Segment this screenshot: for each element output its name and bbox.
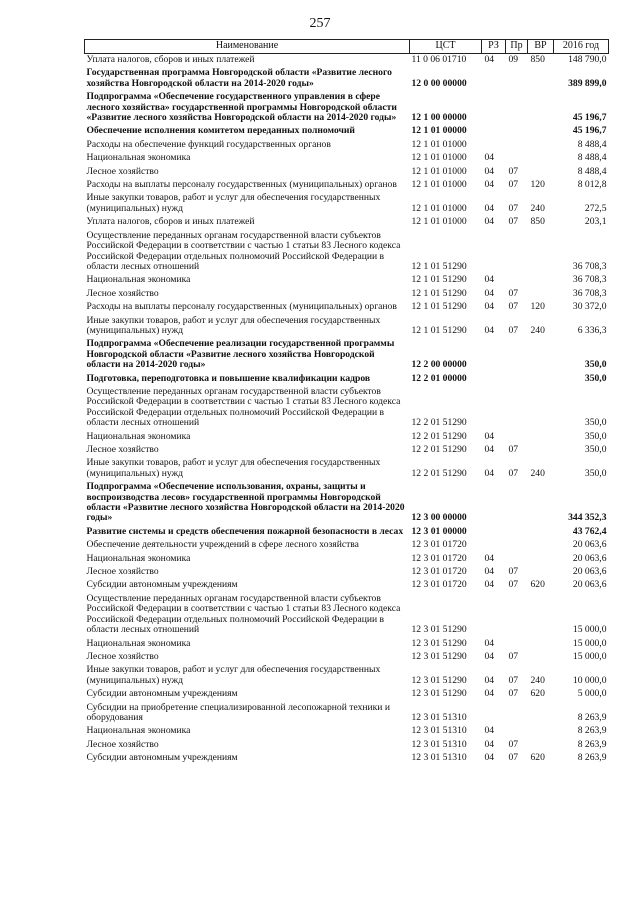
cell-csr: 12 3 01 01720 [411,552,467,564]
table-row [85,579,609,592]
cell-rz: 04 [484,566,495,578]
cell-pr [506,526,528,539]
cell-vr [528,593,554,638]
cell-pr: 07 [508,202,519,214]
cell-vr: 240 [530,467,545,479]
cell-sum: 203,1 [584,216,607,228]
header-csr: ЦСТ [410,40,482,54]
cell-rz: 04 [484,579,495,591]
cell-sum: 344 352,3 [568,512,607,524]
cell-vr: 120 [530,179,545,191]
cell-pr [506,593,528,638]
cell-pr [506,152,528,165]
cell-csr: 12 3 01 51310 [411,711,467,723]
cell-rz: 04 [484,152,495,164]
header-name: Наименование [85,40,410,54]
cell-sum: 20 063,6 [572,579,607,591]
table-row [85,152,609,165]
cell-vr [528,566,554,579]
cell-vr [528,386,554,431]
cell-rz: 04 [484,674,495,686]
table-row [85,457,609,481]
cell-vr: 850 [530,54,545,65]
cell-pr: 07 [508,301,519,313]
cell-csr: 12 0 00 00000 [411,77,467,89]
cell-csr: 12 3 01 51290 [411,624,467,636]
cell-csr: 12 2 00 00000 [411,359,467,371]
cell-pr [506,91,528,125]
cell-pr: 07 [508,650,519,662]
cell-vr [528,152,554,165]
cell-name: Осуществление переданных органам государственной власти субъектов Российской Федерации в соответствии с частью 1 статьи 83 Лесного кодекса Российской Федерации отдельных полномочий Российской Федерации в области лесных отношений [86,229,401,272]
cell-name: Обеспечение исполнения комитетом переданных полномочий [86,125,355,137]
cell-csr: 12 3 01 51290 [411,650,467,662]
table-row [85,739,609,752]
cell-rz: 04 [484,324,495,336]
cell-name: Национальная экономика [86,152,191,164]
cell-rz: 04 [484,165,495,177]
cell-sum: 8 263,9 [577,752,607,764]
header-pr: Пр [506,40,528,54]
table-row [85,566,609,579]
cell-sum: 272,5 [584,202,607,214]
table-row [85,752,609,765]
cell-csr: 12 1 01 51290 [411,260,467,272]
cell-csr: 12 1 01 01000 [411,202,467,214]
cell-name: Иные закупки товаров, работ и услуг для обеспечения государственных (муниципальных) нужд [86,192,381,214]
table-row [85,125,609,138]
cell-name: Расходы на выплаты персоналу государственных (муниципальных) органов [86,301,397,313]
cell-rz: 04 [484,752,495,764]
cell-name: Подпрограмма «Обеспечение реализации государственной программы Новгородской области «Развитие лесного хозяйства Новгородской области на 2014-2020 годы» [86,338,395,371]
cell-rz: 04 [484,467,495,479]
cell-pr [506,386,528,431]
cell-sum: 20 063,6 [572,552,607,564]
cell-sum: 36 708,3 [572,287,607,299]
cell-vr: 240 [530,674,545,686]
cell-name: Развитие системы и средств обеспечения пожарной безопасности в лесах [86,525,404,537]
cell-rz: 04 [484,179,495,191]
cell-name: Лесное хозяйство [86,165,159,177]
cell-csr: 12 1 01 51290 [411,324,467,336]
cell-pr: 07 [508,467,519,479]
cell-rz [482,386,506,431]
table-row [85,702,609,726]
cell-name: Субсидии автономным учреждениям [86,688,238,700]
cell-sum: 45 196,7 [572,112,607,124]
cell-name: Уплата налогов, сборов и иных платежей [86,216,255,228]
table-row [85,54,609,68]
cell-csr: 12 3 00 00000 [411,512,467,524]
cell-rz: 04 [484,552,495,564]
cell-csr: 12 1 01 01000 [411,165,467,177]
cell-name: Расходы на обеспечение функций государственных органов [86,138,331,150]
cell-name: Осуществление переданных органам государственной власти субъектов Российской Федерации в соответствии с частью 1 статьи 83 Лесного кодекса Российской Федерации отдельных полномочий Российской Федерации в области лесных отношений [86,385,401,429]
cell-pr [506,67,528,91]
table-row [85,725,609,738]
cell-rz [482,702,506,726]
cell-sum: 43 762,4 [572,525,607,537]
cell-name: Лесное хозяйство [86,566,159,578]
table-body [85,54,609,766]
table-row [85,553,609,566]
cell-pr: 07 [508,674,519,686]
cell-vr [528,526,554,539]
cell-pr [506,481,528,526]
cell-pr: 07 [508,324,519,336]
cell-vr [528,739,554,752]
cell-csr: 12 2 01 51290 [411,430,467,442]
cell-rz: 04 [484,688,495,700]
cell-name: Субсидии автономным учреждениям [86,579,238,591]
cell-csr: 12 2 01 51290 [411,444,467,455]
cell-sum: 8 012,8 [577,179,607,191]
cell-csr: 12 3 01 01720 [411,539,467,551]
cell-rz [482,230,506,275]
cell-csr: 12 1 01 01000 [411,152,467,164]
cell-sum: 350,0 [584,430,607,442]
cell-pr [506,373,528,386]
cell-vr [528,431,554,444]
cell-rz: 04 [484,725,495,737]
cell-name: Лесное хозяйство [86,444,159,455]
cell-csr: 12 3 01 51290 [411,637,467,649]
table-row [85,593,609,638]
cell-sum: 15 000,0 [572,650,607,662]
header-rz: РЗ [482,40,506,54]
cell-rz [482,539,506,552]
cell-pr [506,338,528,372]
table-header-row [85,40,609,54]
cell-vr [528,67,554,91]
cell-vr: 620 [530,579,545,591]
cell-sum: 389 899,0 [568,77,607,89]
cell-rz [482,593,506,638]
cell-csr: 12 2 01 51290 [411,467,467,479]
table-row [85,373,609,386]
cell-csr: 12 3 01 51310 [411,725,467,737]
table-row [85,481,609,526]
cell-vr [528,338,554,372]
cell-csr: 12 2 01 00000 [411,372,467,384]
cell-vr [528,373,554,386]
cell-sum: 350,0 [584,417,607,429]
cell-pr: 07 [508,688,519,700]
table-row [85,230,609,275]
table-row [85,526,609,539]
cell-name: Иные закупки товаров, работ и услуг для обеспечения государственных (муниципальных) нужд [86,457,381,479]
cell-sum: 36 708,3 [572,274,607,286]
cell-pr [506,431,528,444]
table-row [85,638,609,651]
cell-vr [528,125,554,138]
cell-vr [528,274,554,287]
cell-csr: 12 3 01 00000 [411,525,467,537]
cell-rz [482,67,506,91]
cell-rz [482,526,506,539]
cell-pr: 07 [508,216,519,228]
cell-sum: 15 000,0 [572,624,607,636]
cell-name: Лесное хозяйство [86,738,159,750]
cell-vr: 240 [530,202,545,214]
cell-vr [528,553,554,566]
cell-pr: 07 [508,752,519,764]
cell-name: Подпрограмма «Обеспечение государственного управления в сфере лесного хозяйства» государственной программы Новгородской области «Развитие лесного хозяйства Новгородской области на 2014-2020 годы» [86,91,397,124]
cell-pr [506,125,528,138]
cell-sum: 8 488,4 [577,138,607,150]
budget-table [84,39,609,766]
cell-sum: 8 488,4 [577,165,607,177]
table-row [85,91,609,125]
cell-name: Субсидии автономным учреждениям [86,752,238,764]
table-row [85,386,609,431]
cell-name: Национальная экономика [86,274,191,286]
cell-rz [482,125,506,138]
table-row [85,664,609,688]
cell-vr [528,230,554,275]
cell-name: Осуществление переданных органам государственной власти субъектов Российской Федерации в соответствии с частью 1 статьи 83 Лесного кодекса Российской Федерации отдельных полномочий Российской Федерации в области лесных отношений [86,592,401,636]
cell-sum: 15 000,0 [572,637,607,649]
cell-name: Подпрограмма «Обеспечение использования, охраны, защиты и воспроизводства лесов» государственной программы Новгородской области «Развитие лесного хозяйства Новгородской области на 2014-2020 годы» [86,481,405,524]
cell-vr [528,539,554,552]
cell-csr: 12 1 01 01000 [411,138,467,150]
cell-name: Расходы на выплаты персоналу государственных (муниципальных) органов [86,179,397,191]
cell-sum: 5 000,0 [577,688,607,700]
cell-pr: 07 [508,165,519,177]
cell-vr [528,139,554,152]
cell-csr: 12 1 01 01000 [411,216,467,228]
table-row [85,431,609,444]
table-row [85,288,609,301]
cell-vr [528,288,554,301]
cell-pr [506,702,528,726]
cell-name: Лесное хозяйство [86,287,159,299]
cell-name: Национальная экономика [86,430,191,442]
cell-name: Подготовка, переподготовка и повышение квалификации кадров [86,372,371,384]
cell-pr: 09 [508,54,519,65]
table-row [85,688,609,701]
cell-csr: 12 1 01 00000 [411,125,467,137]
cell-rz: 04 [484,54,495,65]
cell-vr [528,651,554,664]
cell-csr: 12 3 01 51290 [411,688,467,700]
cell-vr: 620 [530,752,545,764]
cell-pr [506,230,528,275]
cell-csr: 12 3 01 51310 [411,738,467,750]
cell-vr: 620 [530,688,545,700]
cell-rz [482,481,506,526]
cell-csr: 12 1 01 51290 [411,274,467,286]
cell-vr: 850 [530,216,545,228]
cell-pr: 07 [508,566,519,578]
cell-name: Субсидии на приобретение специализированной лесопожарной техники и оборудования [86,701,390,723]
cell-name: Национальная экономика [86,552,191,564]
cell-pr [506,139,528,152]
cell-sum: 8 263,9 [577,725,607,737]
cell-csr: 12 3 01 51290 [411,674,467,686]
cell-vr [528,444,554,457]
cell-sum: 6 336,3 [577,324,607,336]
cell-sum: 36 708,3 [572,260,607,272]
cell-name: Уплата налогов, сборов и иных платежей [86,54,255,65]
table-row [85,179,609,192]
table-row [85,444,609,457]
cell-sum: 350,0 [584,359,607,371]
cell-sum: 148 790,0 [568,54,607,65]
cell-pr: 07 [508,579,519,591]
cell-sum: 45 196,7 [572,125,607,137]
cell-csr: 12 3 01 01720 [411,579,467,591]
cell-csr: 12 2 01 51290 [411,417,467,429]
cell-pr: 07 [508,738,519,750]
page-number: 257 [309,16,331,31]
cell-pr: 07 [508,179,519,191]
table-row [85,166,609,179]
table-row [85,651,609,664]
cell-name: Иные закупки товаров, работ и услуг для обеспечения государственных (муниципальных) нужд [86,314,381,336]
table-row [85,301,609,314]
cell-name: Лесное хозяйство [86,650,159,662]
cell-rz [482,139,506,152]
cell-csr: 12 1 01 01000 [411,179,467,191]
cell-sum: 8 263,9 [577,738,607,750]
table-row [85,274,609,287]
cell-pr [506,553,528,566]
table-row [85,338,609,372]
cell-csr: 11 0 06 01710 [411,54,467,65]
cell-sum: 8 488,4 [577,152,607,164]
cell-pr [506,638,528,651]
cell-rz: 04 [484,287,495,299]
cell-sum: 350,0 [584,467,607,479]
cell-name: Национальная экономика [86,637,191,649]
cell-pr: 07 [508,444,519,455]
cell-rz: 04 [484,650,495,662]
cell-rz [482,91,506,125]
cell-name: Иные закупки товаров, работ и услуг для обеспечения государственных (муниципальных) нужд [86,664,381,686]
cell-vr [528,166,554,179]
cell-rz: 04 [484,444,495,455]
table-row [85,67,609,91]
cell-vr: 240 [530,324,545,336]
cell-name: Национальная экономика [86,725,191,737]
cell-pr [506,725,528,738]
cell-vr [528,725,554,738]
cell-sum: 30 372,0 [572,301,607,313]
cell-rz [482,373,506,386]
cell-sum: 8 263,9 [577,711,607,723]
cell-rz: 04 [484,274,495,286]
cell-csr: 12 1 01 51290 [411,301,467,313]
cell-rz: 04 [484,637,495,649]
cell-sum: 20 063,6 [572,566,607,578]
table-row [85,315,609,339]
cell-vr [528,91,554,125]
table-row [85,139,609,152]
cell-csr: 12 1 00 00000 [411,112,467,124]
cell-rz: 04 [484,738,495,750]
cell-vr [528,481,554,526]
table-row [85,216,609,229]
cell-name: Обеспечение деятельности учреждений в сфере лесного хозяйства [86,539,359,551]
cell-rz [482,338,506,372]
cell-rz: 04 [484,202,495,214]
header-sum: 2016 год [554,40,609,54]
cell-csr: 12 3 01 01720 [411,566,467,578]
cell-sum: 350,0 [584,444,607,455]
cell-pr: 07 [508,287,519,299]
header-vr: ВР [528,40,554,54]
table-row [85,539,609,552]
cell-vr: 120 [530,301,545,313]
cell-sum: 20 063,6 [572,539,607,551]
cell-rz: 04 [484,301,495,313]
cell-name: Государственная программа Новгородской области «Развитие лесного хозяйства Новгородской области на 2014-2020 годы» [86,67,392,89]
cell-csr: 12 3 01 51310 [411,752,467,764]
cell-sum: 350,0 [584,372,607,384]
cell-vr [528,702,554,726]
table-row [85,192,609,216]
cell-rz: 04 [484,430,495,442]
cell-rz: 04 [484,216,495,228]
cell-vr [528,638,554,651]
cell-pr [506,539,528,552]
cell-sum: 10 000,0 [572,674,607,686]
cell-csr: 12 1 01 51290 [411,287,467,299]
cell-pr [506,274,528,287]
